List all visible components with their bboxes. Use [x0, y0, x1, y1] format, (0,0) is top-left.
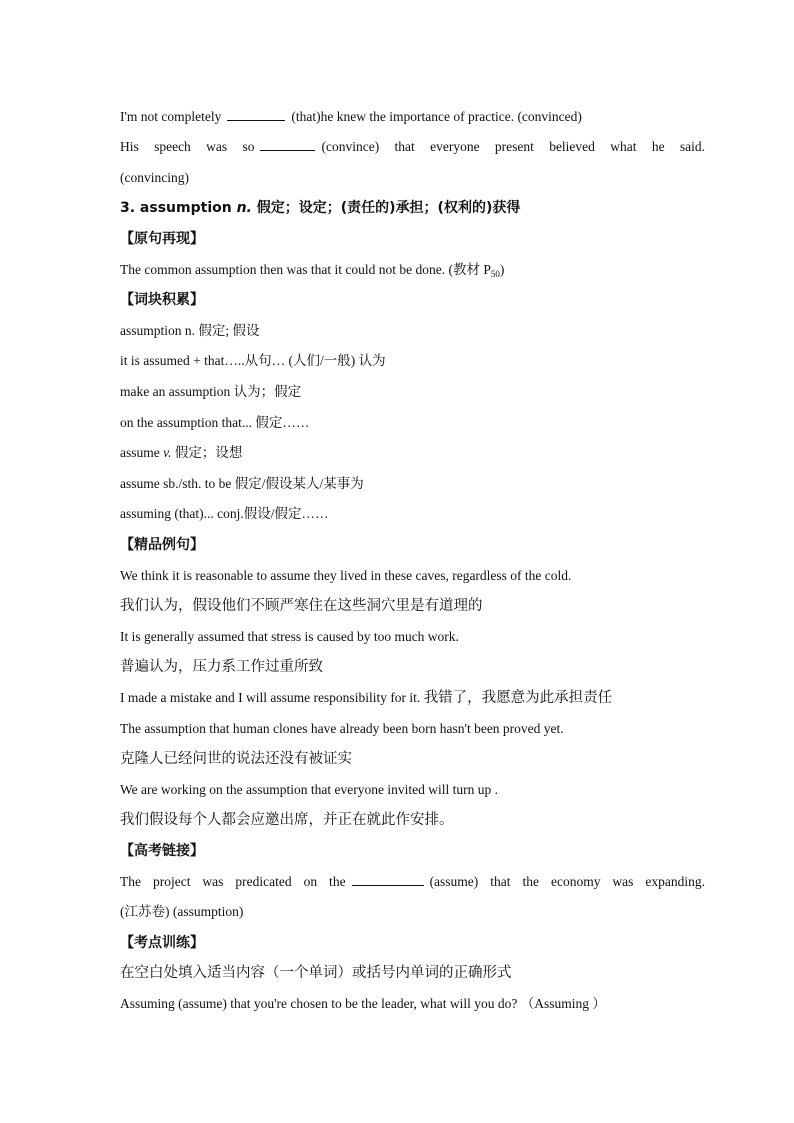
answer-blank[interactable]: [227, 108, 285, 121]
answer-blank[interactable]: [260, 138, 315, 151]
text: The common assumption then was that it could not be done. (教材 P: [120, 262, 491, 277]
text: assume: [120, 445, 160, 460]
entry-pos: n.: [236, 200, 252, 216]
phrase-item: make an assumption 认为；假定: [120, 384, 302, 399]
example-sentence: It is generally assumed that stress is caused by too much work.: [120, 629, 459, 644]
example-translation: 我们假设每个人都会应邀出席，并正在就此作安排。: [120, 812, 454, 828]
section-heading: 【原句再现】: [120, 231, 204, 247]
instruction: 在空白处填入适当内容（一个单词）或括号内单词的正确形式: [120, 965, 512, 981]
section-heading: 【高考链接】: [120, 843, 204, 859]
section-heading: 【考点训练】: [120, 935, 204, 951]
text: ): [499, 262, 505, 277]
exercise-line: Assuming (assume) that you're chosen to be the leader, what will you do? （Assuming ）: [120, 996, 606, 1011]
phrase-item: on the assumption that... 假定……: [120, 415, 310, 430]
example-translation: 普遍认为，压力系工作过重所致: [120, 659, 323, 675]
exercise-line-convincing: [120, 138, 705, 156]
phrase-item: assuming (that)... conj.假设/假定……: [120, 506, 329, 521]
text: (convince) that everyone present believed what he said.: [321, 139, 706, 154]
page-number: 50: [490, 269, 500, 279]
entry-definition: 假定；设定；(责任的)承担；(权利的)获得: [256, 200, 521, 216]
text: 假定；设想: [174, 445, 243, 460]
example-translation: 我们认为，假设他们不顾严寒住在这些洞穴里是有道理的: [120, 598, 483, 614]
answer-text: (convincing): [120, 170, 189, 185]
phrase-item: assume sb./sth. to be 假定/假设某人/某事为: [120, 476, 364, 491]
example-sentence: We are working on the assumption that everyone invited will turn up .: [120, 782, 498, 797]
example-sentence: The assumption that human clones have already been born hasn't been proved yet.: [120, 721, 564, 736]
text: His speech was so: [120, 139, 255, 154]
section-heading: 【精品例句】: [120, 537, 204, 553]
phrase-item: [120, 444, 705, 462]
example-translation: 克隆人已经问世的说法还没有被证实: [120, 751, 352, 767]
pos: v.: [163, 445, 172, 460]
example-sentence: [120, 689, 705, 707]
phrase-item: assumption n. 假定; 假设: [120, 323, 260, 338]
section-heading: 【词块积累】: [120, 292, 204, 308]
exam-source: (江苏卷) (assumption): [120, 904, 244, 919]
text: (assume) that the economy was expanding.: [429, 874, 706, 889]
example-sentence: We think it is reasonable to assume they lived in these caves, regardless of the cold.: [120, 568, 572, 583]
phrase-item: it is assumed + that…..从句… (人们/一般) 认为: [120, 353, 386, 368]
exercise-line-convinced: [120, 108, 705, 126]
text: The project was predicated on the: [120, 874, 346, 889]
text: (that)he knew the importance of practice. (convinced): [291, 109, 582, 124]
source-sentence: [120, 261, 705, 283]
exam-question: [120, 873, 705, 891]
entry-word: 3. assumption: [120, 200, 232, 216]
translation: 我错了，我愿意为此承担责任: [423, 690, 613, 706]
entry-heading: [120, 199, 705, 217]
text: I made a mistake and I will assume responsibility for it.: [120, 690, 421, 705]
text: I'm not completely: [120, 109, 222, 124]
answer-blank[interactable]: [352, 873, 424, 886]
